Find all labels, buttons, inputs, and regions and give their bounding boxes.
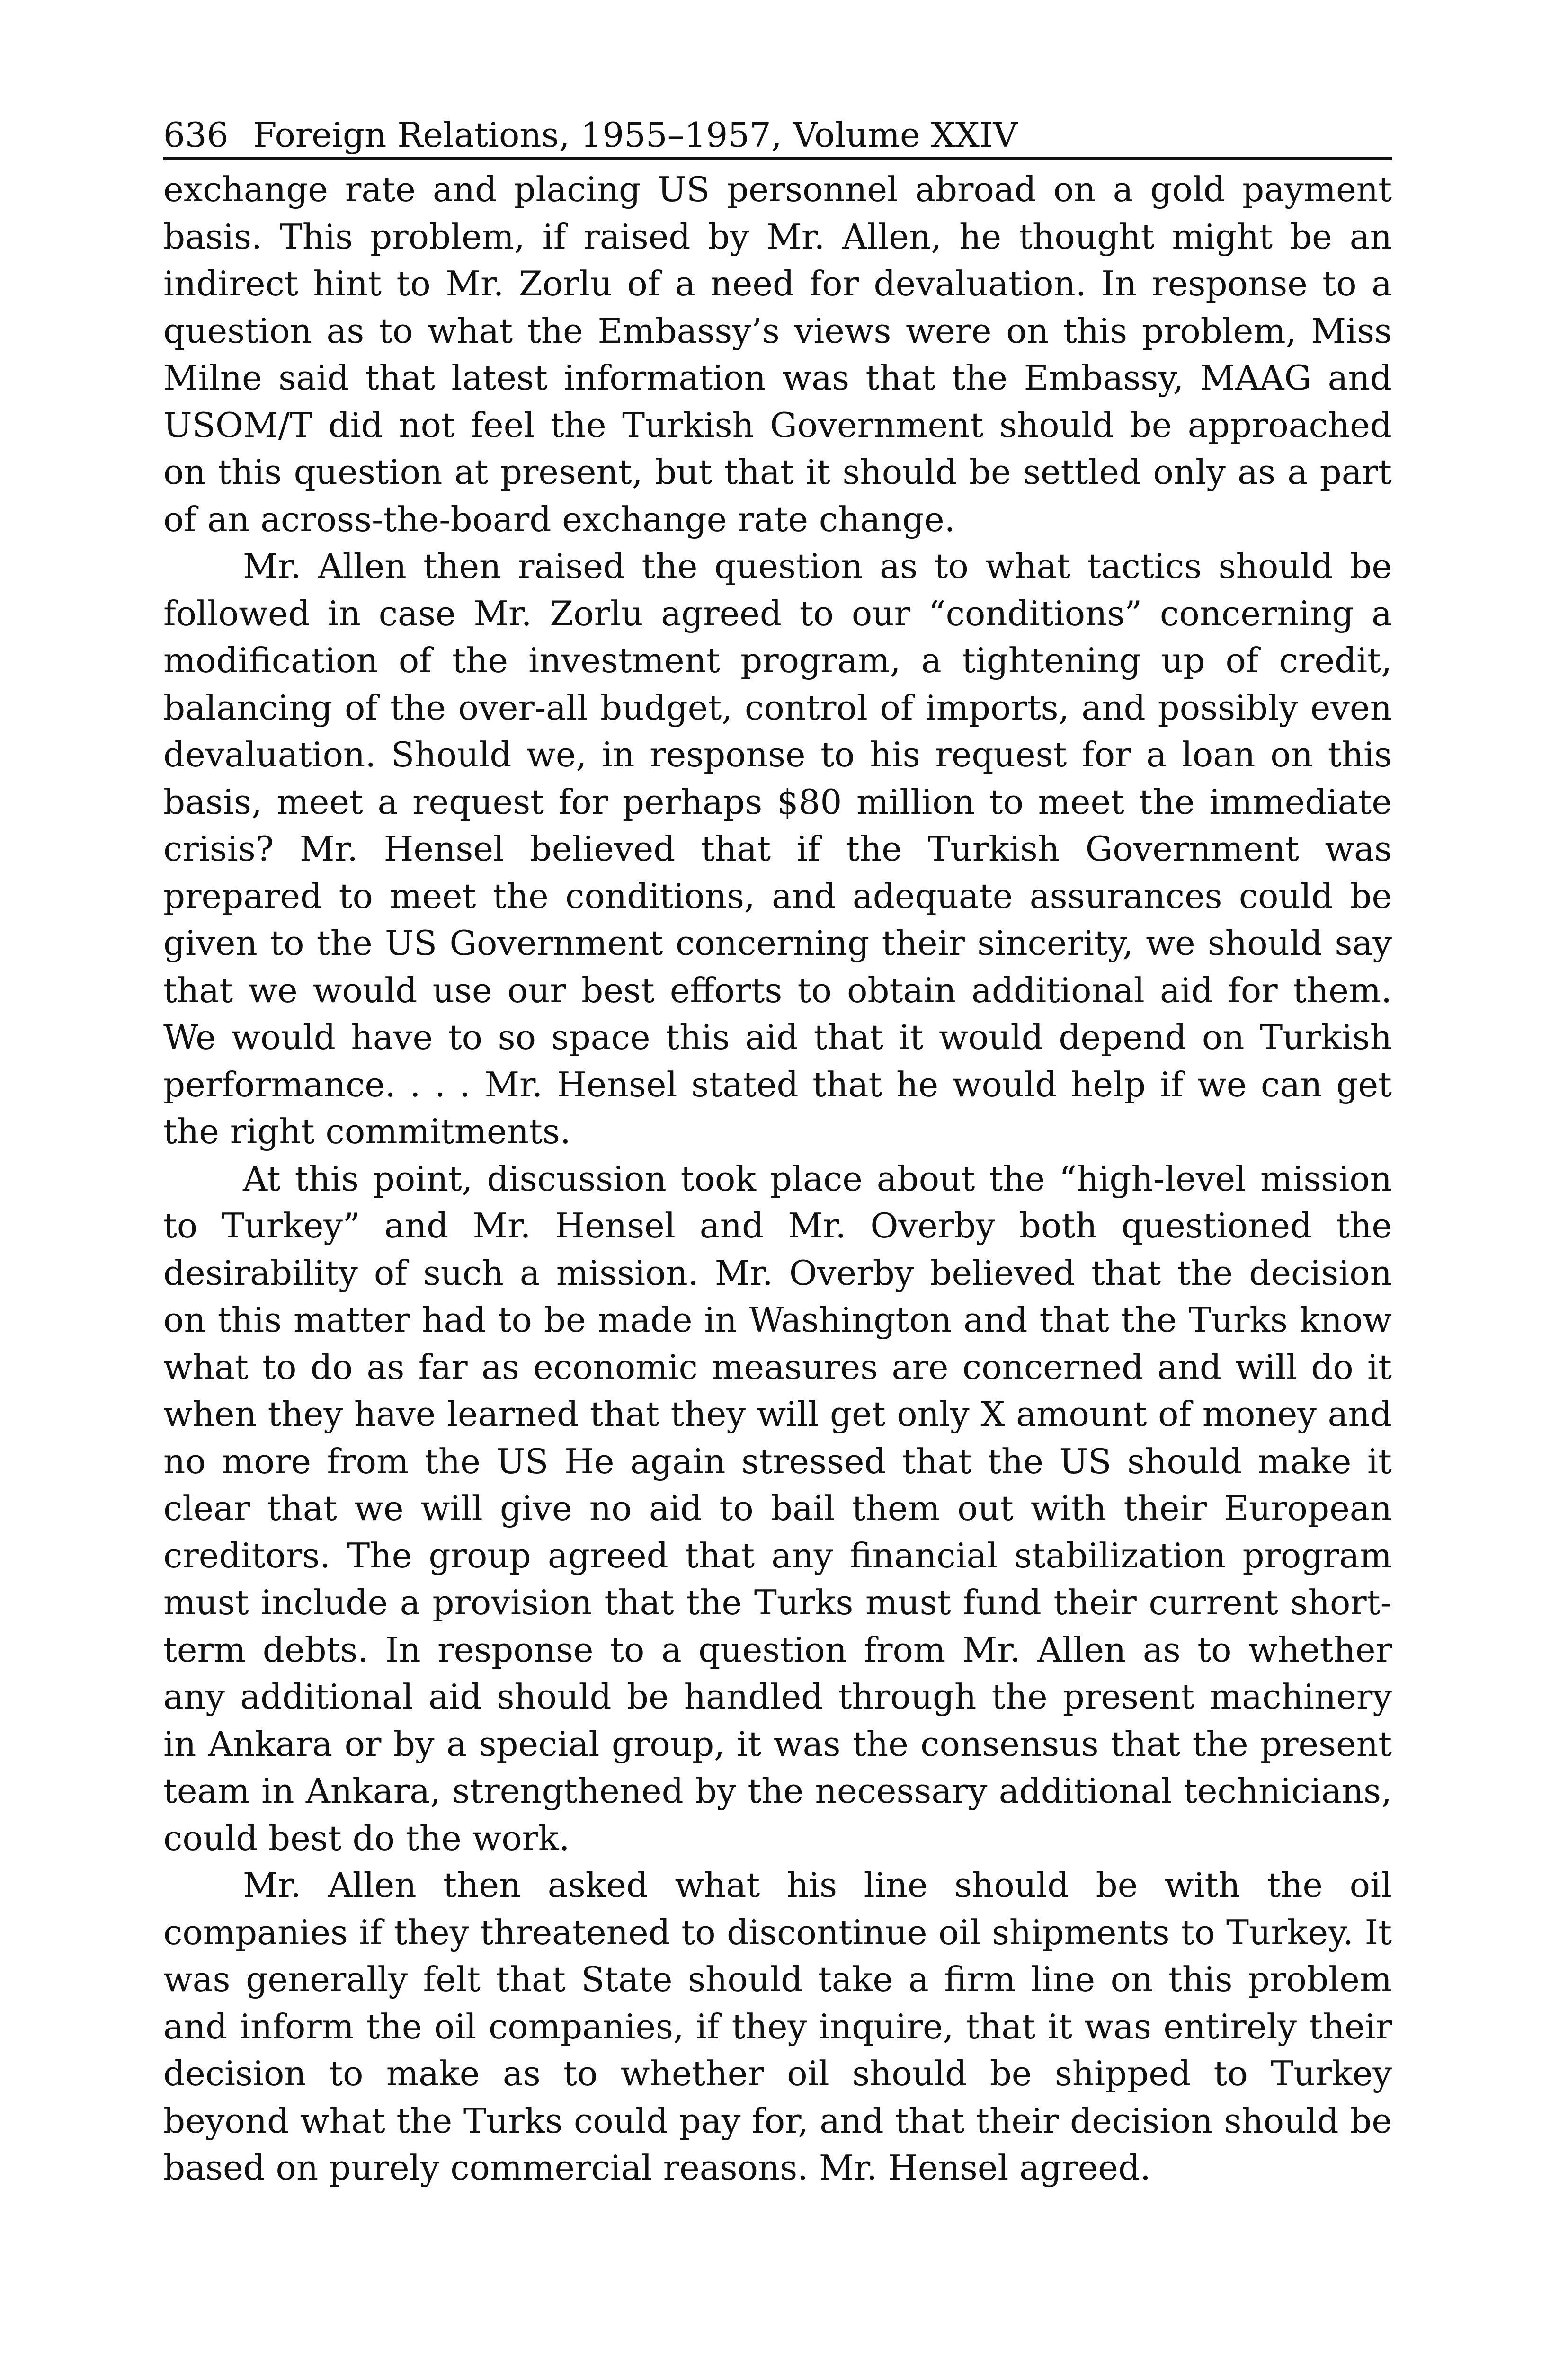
paragraph-continued: exchange rate and placing US personnel abroad on a gold payment basis. This problem, if raised by Mr. Allen, he thought might be an indirect hint to Mr. Zorlu of a need for devaluation. In response to a question as to what the Embassy’s views were on this problem, Miss Milne said that latest information was that the Embassy, MAAG and USOM/T did not feel the Turkish Government should be approached on this question at present, but that it should be settled only as a part of an across-the-board exchange rate change. — [163, 169, 1392, 539]
document-page — [163, 114, 1392, 2192]
page-number: 636 — [163, 115, 229, 155]
paragraph-tactics: Mr. Allen then raised the question as to what tactics should be followed in case Mr. Zorlu agreed to our “conditions” concerning a modification of the investment program, a tightening up of credit, balancing of the over-all budget, control of imports, and possibly even devaluation. Should we, in response to his request for a loan on this basis, meet a request for perhaps $80 million to meet the immediate crisis? Mr. Hensel believed that if the Turkish Government was prepared to meet the conditions, and adequate assurances could be given to the US Government concerning their sincerity, we should say that we would use our best efforts to obtain additional aid for them. We would have to so space this aid that it would depend on Turkish performance. . . . Mr. Hensel stated that he would help if we can get the right commitments. — [163, 546, 1392, 1151]
body-text — [163, 166, 1392, 2192]
running-title: Foreign Relations, 1955–1957, Volume XXIV — [253, 115, 1018, 155]
running-head — [163, 114, 1392, 160]
paragraph-oil-companies: Mr. Allen then asked what his line should be with the oil companies if they threatened to discontinue oil shipments to Turkey. It was generally felt that State should take a firm line on this problem and inform the oil companies, if they inquire, that it was entirely their decision to make as to whether oil should be shipped to Turkey beyond what the Turks could pay for, and that their decision should be based on purely commercial reasons. Mr. Hensel agreed. — [163, 1865, 1392, 2188]
paragraph-high-level-mission: At this point, discussion took place about the “high-level mission to Turkey” and Mr. Hensel and Mr. Overby both questioned the desirability of such a mission. Mr. Overby believed that the decision on this matter had to be made in Washington and that the Turks know what to do as far as economic measures are concerned and will do it when they have learned that they will get only X amount of money and no more from the US He again stressed that the US should make it clear that we will give no aid to bail them out with their European creditors. The group agreed that any financial stabilization program must include a provision that the Turks must fund their current short-term debts. In response to a question from Mr. Allen as to whether any additional aid should be handled through the present machinery in Ankara or by a special group, it was the consensus that the present team in Ankara, strengthened by the necessary additional technicians, could best do the work. — [163, 1158, 1392, 1858]
